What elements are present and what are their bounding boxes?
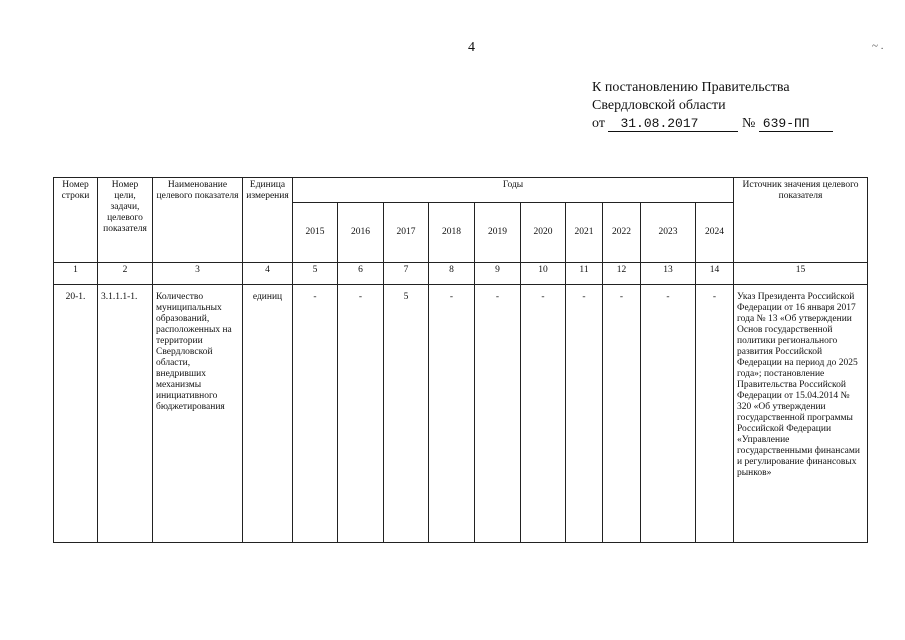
column-number: 5 [293, 263, 338, 285]
year-cell: 2022 [603, 203, 641, 263]
header-line-2: Свердловской области [592, 98, 726, 113]
column-number: 4 [243, 263, 293, 285]
column-numbers-row [54, 263, 868, 285]
source-cell: Указ Президента Российской Федерации от 16 января 2017 года № 13 «Об утверждении Основ государственной политики регионального развития Российской Федерации на период до 2025 года»; постановление Правительства Российской Федерации от 15.04.2014 № 320 «Об утверждении государственной программы Российской Федерации «Управление государственными финансами и регулирование финансовых рынков» [734, 285, 868, 543]
column-number: 2 [98, 263, 153, 285]
indicator-name: Количество муниципальных образований, расположенных на территории Свердловской области, внедривших механизмы инициативного бюджетирования [153, 285, 243, 543]
scan-mark: ~ . [872, 40, 884, 52]
number-prefix: № [741, 116, 756, 131]
column-number: 1 [54, 263, 98, 285]
year-cell: 2017 [384, 203, 429, 263]
value-cell: - [521, 285, 566, 543]
column-number: 10 [521, 263, 566, 285]
row-number: 20-1. [54, 285, 98, 543]
column-number: 3 [153, 263, 243, 285]
year-cell: 2023 [641, 203, 696, 263]
resolution-date: 31.08.2017 [608, 117, 738, 132]
value-cell: - [338, 285, 384, 543]
column-number: 15 [734, 263, 868, 285]
year-cell: 2016 [338, 203, 384, 263]
year-cell: 2015 [293, 203, 338, 263]
document-header [592, 79, 833, 133]
date-prefix: от [592, 116, 605, 131]
column-number: 11 [566, 263, 603, 285]
value-cell: - [641, 285, 696, 543]
header-unit: Единица измерения [243, 178, 293, 263]
value-cell: - [696, 285, 734, 543]
value-cell: - [429, 285, 475, 543]
page-number: 4 [468, 40, 475, 55]
resolution-number: 639-ПП [759, 117, 833, 132]
value-cell: 5 [384, 285, 429, 543]
value-cell: - [475, 285, 521, 543]
year-cell: 2019 [475, 203, 521, 263]
value-cell: - [293, 285, 338, 543]
value-cell: - [603, 285, 641, 543]
year-cell: 2018 [429, 203, 475, 263]
column-number: 14 [696, 263, 734, 285]
header-line-1: К постановлению Правительства [592, 80, 790, 95]
year-cell: 2020 [521, 203, 566, 263]
indicators-table [53, 177, 868, 543]
year-cell: 2021 [566, 203, 603, 263]
column-number: 12 [603, 263, 641, 285]
column-number: 7 [384, 263, 429, 285]
value-cell: - [566, 285, 603, 543]
column-number: 9 [475, 263, 521, 285]
column-number: 6 [338, 263, 384, 285]
year-cell: 2024 [696, 203, 734, 263]
column-number: 13 [641, 263, 696, 285]
unit: единиц [243, 285, 293, 543]
header-row-number: Номер строки [54, 178, 98, 263]
header-source: Источник значения целевого показателя [734, 178, 868, 263]
header-date-line [592, 115, 833, 133]
table-row [54, 285, 868, 543]
header-indicator-name: Наименование целевого показателя [153, 178, 243, 263]
header-goal-number: Номер цели, задачи, целевого показателя [98, 178, 153, 263]
goal-number: 3.1.1.1-1. [98, 285, 153, 543]
table-header-row [54, 178, 868, 203]
header-years: Годы [293, 178, 734, 203]
column-number: 8 [429, 263, 475, 285]
